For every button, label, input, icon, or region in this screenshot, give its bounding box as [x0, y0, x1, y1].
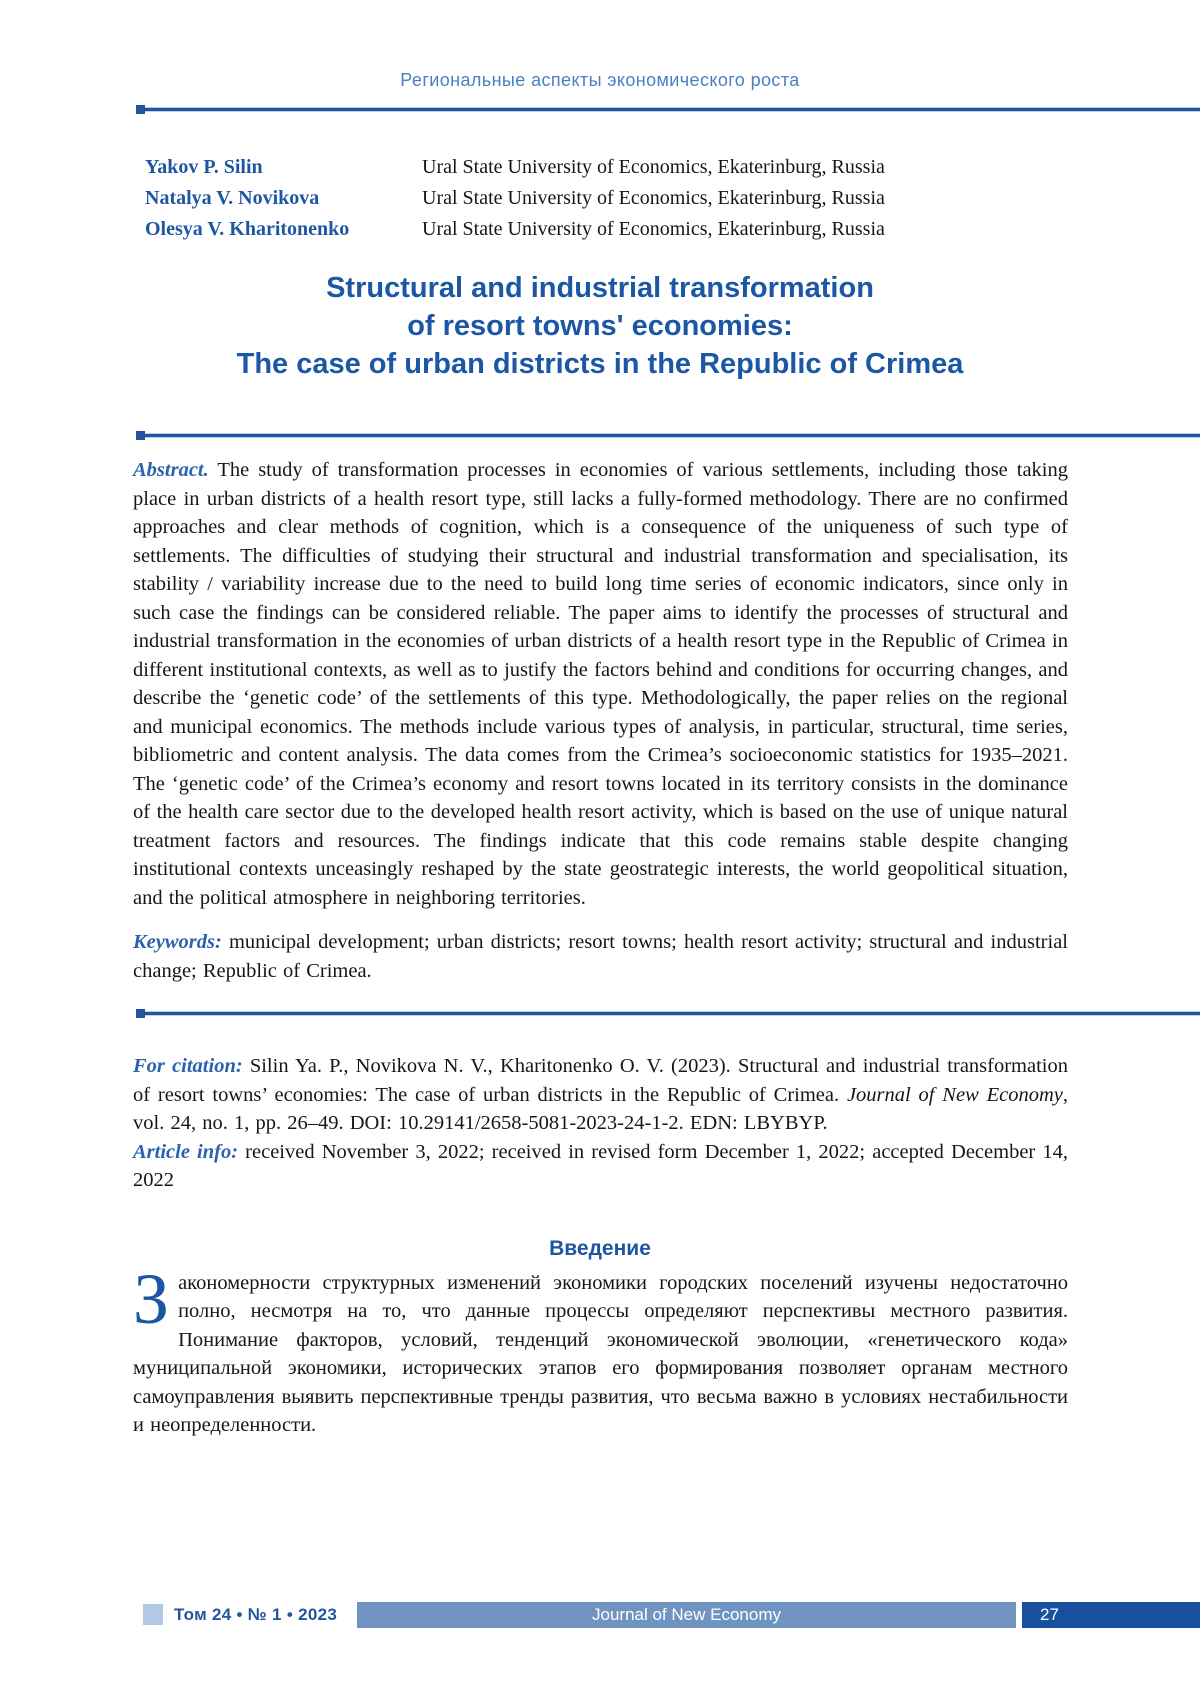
introduction-text: акономерности структурных изменений экономики городских поселений изучены недостаточно полно, несмотря на то, что данные процессы определяют перспективы местного развития. Понимание факторов, условий, тенденций экономической эволюции, «генетического кода» муниципальной экономики, исторических этапов его формирования позволяет органам местного самоуправления выявить перспективные тренды развития, что весьма важно в условиях нестабильности и неопределенности. — [133, 1271, 1068, 1436]
author-block — [145, 152, 1068, 245]
author-row — [145, 214, 1068, 245]
footer-volume-square — [143, 1604, 163, 1625]
paper-title-line: Structural and industrial transformation — [326, 272, 874, 304]
introduction-heading: Введение — [549, 1236, 651, 1260]
footer-journal-name: Journal of New Economy — [592, 1605, 781, 1624]
paper-title-line: The case of urban districts in the Republic of Crimea — [236, 348, 964, 380]
abstract-text: The study of transformation processes in economies of various settlements, including those taking place in urban districts of a health resort type, still lacks a fully-formed methodology. There are no confirmed approaches and clear methods of cognition, which is a consequence of the uniqueness of such type of settlements. The difficulties of studying their structural and industrial transformation and specialisation, its stability / variability increase due to the need to build long time series of economic indicators, since only in such case the findings can be considered reliable. The paper aims to identify the processes of structural and industrial transformation in the economies of urban districts of a health resort type in the Republic of Crimea in different institutional contexts, as well as to justify the factors behind and conditions for occurring changes, and describe the ‘genetic code’ of the settlements of this type. Methodologically, the paper relies on the regional and municipal economics. The methods include various types of analysis, in particular, structural, time series, bibliometric and content analysis. The data comes from the Crimea’s socioeconomic statistics for 1935–2021. The ‘genetic code’ of the Crimea’s economy and resort towns located in its territory consists in the dominance of the health care sector due to the developed health resort activity, which is based on the use of unique natural treatment factors and resources. The findings indicate that this code remains stable despite changing institutional contexts unceasingly reshaped by the state geostrategic interests, the world geopolitical situation, and the political atmosphere in neighboring territories. — [133, 459, 1068, 909]
footer-volume-label: Том 24 • № 1 • 2023 — [174, 1605, 338, 1624]
author-affiliation: Ural State University of Economics, Ekaterinburg, Russia — [422, 156, 885, 178]
article-info-label: Article info: — [133, 1140, 239, 1163]
article-info-text: received November 3, 2022; received in revised form December 1, 2022; accepted December 14, 2022 — [133, 1140, 1068, 1191]
author-name: Yakov P. Silin — [145, 156, 263, 178]
author-name: Natalya V. Novikova — [145, 187, 320, 209]
citation-text: , vol. 24, no. 1, pp. 26–49. DOI: 10.29141/2658-5081-2023-24-1-2. EDN: LBYBYP. — [133, 1083, 1068, 1134]
abstract-rule — [136, 433, 1200, 438]
running-head: Региональные аспекты экономического роста — [400, 70, 800, 90]
footer-page-number: 27 — [1040, 1605, 1059, 1624]
footer-page-box — [1022, 1602, 1200, 1628]
citation-text: Silin Ya. P., Novikova N. V., Kharitonenko O. V. (2023). Structural and industrial transformation of resort towns’ economies: The case of urban districts in the Republic of Crimea. — [133, 1055, 1068, 1106]
introduction-paragraph — [133, 1258, 1068, 1440]
keywords-paragraph — [133, 928, 1068, 985]
author-row — [145, 183, 1068, 214]
author-affiliation: Ural State University of Economics, Ekaterinburg, Russia — [422, 218, 885, 240]
author-name: Olesya V. Kharitonenko — [145, 218, 350, 240]
abstract-label: Abstract. — [133, 459, 209, 481]
footer — [0, 1601, 1200, 1629]
author-row — [145, 152, 1068, 183]
drop-cap: З — [133, 1258, 170, 1339]
header-rule — [136, 107, 1200, 112]
citation-paragraph — [133, 1052, 1068, 1138]
author-affiliation: Ural State University of Economics, Ekaterinburg, Russia — [422, 187, 885, 209]
paper-title — [0, 269, 1200, 383]
keywords-label: Keywords: — [133, 931, 222, 953]
abstract-paragraph — [133, 456, 1068, 912]
citation-journal-name: Journal of New Economy — [846, 1083, 1063, 1106]
keywords-rule — [136, 1011, 1200, 1016]
footer-journal-bar — [357, 1602, 1016, 1628]
paper-title-line: of resort towns' economies: — [407, 310, 793, 342]
article-info-paragraph — [133, 1138, 1068, 1195]
keywords-text: municipal development; urban districts; resort towns; health resort activity; structural and industrial change; Republic of Crimea. — [133, 931, 1068, 982]
citation-label: For citation: — [133, 1055, 243, 1077]
